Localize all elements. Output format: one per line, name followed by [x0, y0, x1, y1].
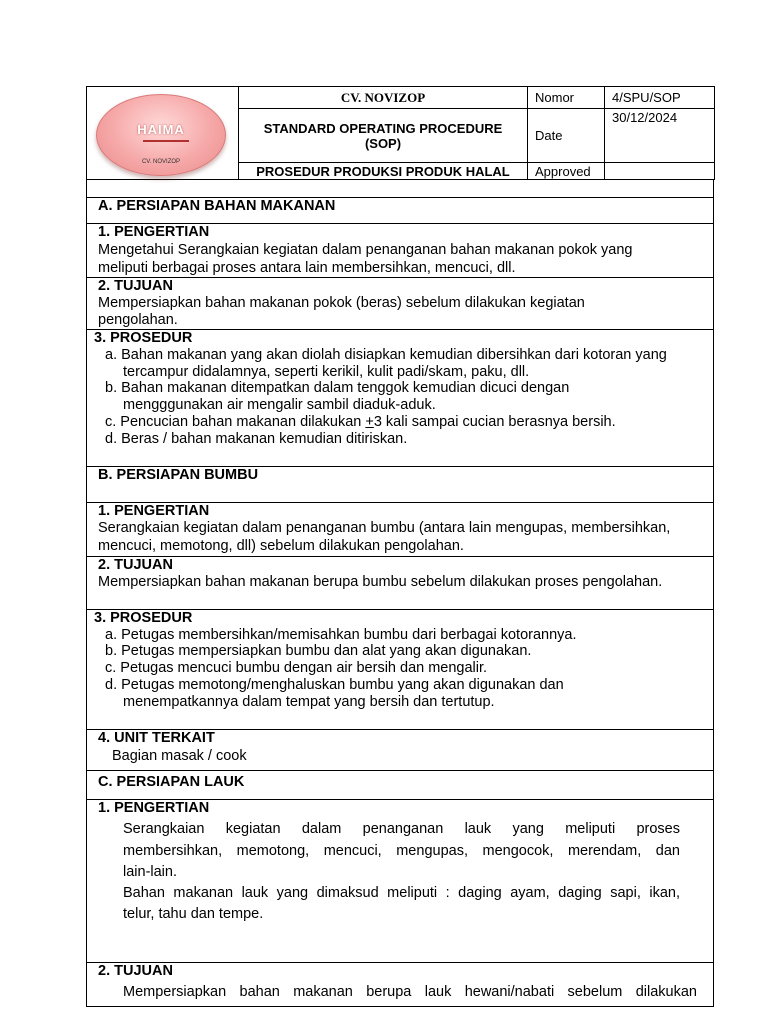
document-title: STANDARD OPERATING PROCEDURE (SOP) — [239, 109, 528, 163]
section-c-pengertian-line-1: Serangkaian kegiatan dalam penanganan lauk yang meliputi proses — [123, 821, 680, 837]
section-c-heading: C. PERSIAPAN LAUK — [98, 774, 245, 790]
section-b-heading-row — [86, 467, 714, 503]
section-a-prosedur-line-2: tercampur didalamnya, seperti kerikil, kulit padi/skam, paku, dll. — [123, 364, 530, 380]
section-b-prosedur-line-4: d. Petugas memotong/menghaluskan bumbu yang akan digunakan dan — [105, 677, 564, 693]
section-b-tujuan — [86, 557, 714, 610]
section-b-prosedur-line-5: menempatkannya dalam tempat yang bersih dan tertutup. — [123, 694, 495, 710]
section-c-pengertian-line-4: Bahan makanan lauk yang dimaksud meliputi : daging ayam, daging sapi, ikan, — [123, 885, 680, 901]
section-a-tujuan-title: 2. TUJUAN — [98, 278, 173, 294]
company-logo — [96, 94, 226, 176]
logo-text: HAIMA — [137, 122, 185, 137]
section-a-prosedur-line-6: d. Beras / bahan makanan kemudian ditiriskan. — [105, 431, 408, 447]
section-a-prosedur-line-1: a. Bahan makanan yang akan diolah disiapkan kemudian dibersihkan dari kotoran yang — [105, 347, 667, 363]
section-c-tujuan-line-1: Mempersiapkan bahan makanan berupa lauk hewani/nabati sebelum dilakukan — [123, 984, 697, 1000]
section-a-pengertian-line-2: meliputi berbagai proses antara lain membersihkan, mencuci, dll. — [98, 260, 516, 276]
section-a-pengertian-title: 1. PENGERTIAN — [98, 224, 210, 240]
section-b-pengertian-line-2: mencuci, memotong, dll) sebelum dilakukan pengolahan. — [98, 538, 464, 554]
date-label: Date — [528, 109, 605, 163]
section-b-pengertian — [86, 503, 714, 557]
section-b-tujuan-title: 2. TUJUAN — [98, 557, 173, 573]
section-c-pengertian-line-3: lain-lain. — [123, 864, 177, 880]
document-subtitle: PROSEDUR PRODUKSI PRODUK HALAL — [239, 163, 528, 180]
section-a-pengertian-line-1: Mengetahui Serangkaian kegiatan dalam penanganan bahan makanan pokok yang — [98, 242, 633, 258]
section-b-prosedur-title: 3. PROSEDUR — [94, 610, 193, 626]
spacer-row — [86, 180, 714, 198]
section-c-tujuan — [86, 963, 714, 1007]
section-c-pengertian-line-2: membersihkan, memotong, mencuci, mengupas, mengocok, merendam, dan — [123, 843, 680, 859]
section-c-pengertian-title: 1. PENGERTIAN — [98, 800, 210, 816]
section-a-prosedur — [86, 330, 714, 467]
sop-header-table — [86, 86, 715, 180]
section-c-pengertian-line-5: telur, tahu dan tempe. — [123, 906, 264, 922]
logo-cell — [87, 87, 239, 180]
section-b-unit — [86, 730, 714, 771]
section-b-pengertian-line-1: Serangkaian kegiatan dalam penanganan bumbu (antara lain mengupas, membersihkan, — [98, 520, 671, 536]
section-a-prosedur-line-5: c. Pencucian bahan makanan dilakukan +3 kali sampai cucian berasnya bersih. — [105, 414, 616, 430]
section-a-tujuan — [86, 278, 714, 330]
date-value: 30/12/2024 — [605, 109, 715, 163]
section-c-tujuan-title: 2. TUJUAN — [98, 963, 173, 979]
nomor-label: Nomor — [528, 87, 605, 109]
section-b-tujuan-line-1: Mempersiapkan bahan makanan berupa bumbu sebelum dilakukan proses pengolahan. — [98, 574, 663, 590]
section-a-prosedur-line-3: b. Bahan makanan ditempatkan dalam tenggok kemudian dicuci dengan — [105, 380, 570, 396]
section-a-prosedur-line-4: mengggunakan air mengalir sambil diaduk-aduk. — [123, 397, 436, 413]
section-c-pengertian — [86, 800, 714, 963]
company-name: CV. NOVIZOP — [239, 87, 528, 109]
section-b-prosedur-line-1: a. Petugas membersihkan/memisahkan bumbu dari berbagai kotorannya. — [105, 627, 577, 643]
section-a-tujuan-line-2: pengolahan. — [98, 312, 178, 328]
section-a-pengertian — [86, 224, 714, 278]
section-a-tujuan-line-1: Mempersiapkan bahan makanan pokok (beras) sebelum dilakukan kegiatan — [98, 295, 585, 311]
logo-subtext: CV. NOVIZOP — [141, 159, 181, 165]
section-a-prosedur-title: 3. PROSEDUR — [94, 330, 193, 346]
section-a-heading: A. PERSIAPAN BAHAN MAKANAN — [98, 198, 336, 214]
section-a-heading-row — [86, 198, 714, 224]
section-b-heading: B. PERSIAPAN BUMBU — [98, 467, 259, 483]
section-b-pengertian-title: 1. PENGERTIAN — [98, 503, 210, 519]
section-b-prosedur-line-3: c. Petugas mencuci bumbu dengan air bersih dan mengalir. — [105, 660, 488, 676]
approved-label: Approved — [528, 163, 605, 180]
section-b-unit-title: 4. UNIT TERKAIT — [98, 730, 215, 746]
section-c-heading-row — [86, 771, 714, 800]
section-b-prosedur — [86, 610, 714, 730]
section-b-unit-text: Bagian masak / cook — [112, 748, 247, 764]
nomor-value: 4/SPU/SOP — [605, 87, 715, 109]
approved-value — [605, 163, 715, 180]
section-b-prosedur-line-2: b. Petugas mempersiapkan bumbu dan alat yang akan digunakan. — [105, 643, 532, 659]
